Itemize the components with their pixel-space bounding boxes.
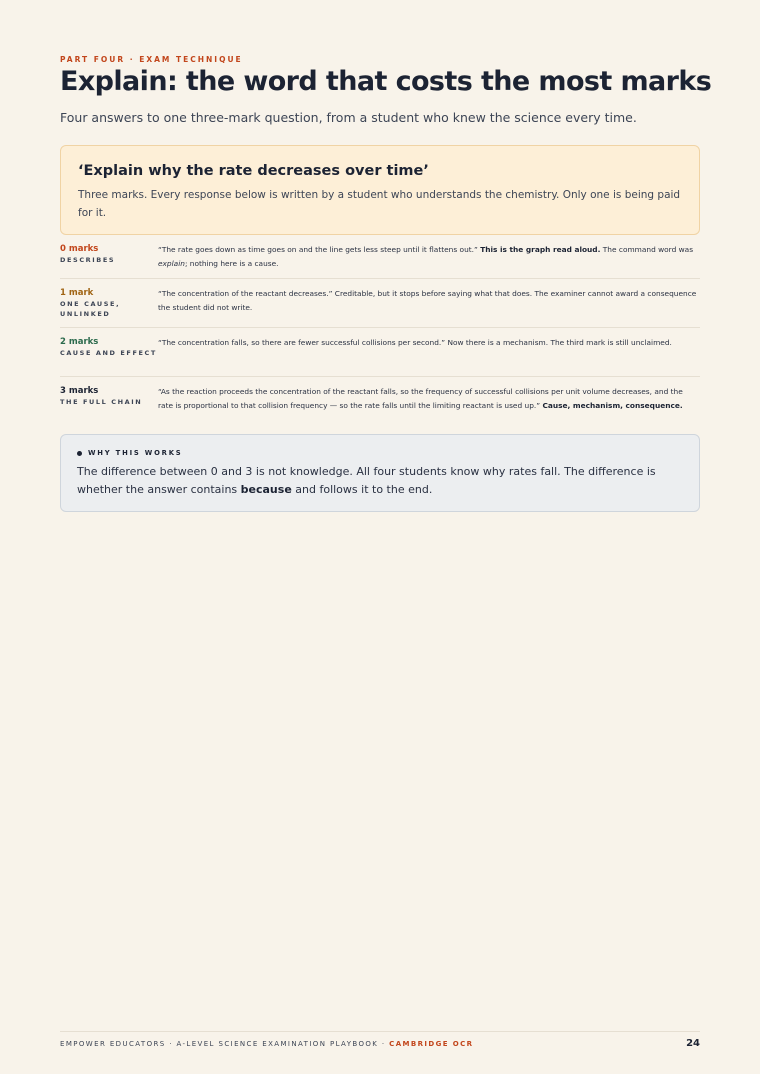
answer-text: “The concentration falls, so there are fewer successful collisions per second.” Now there is a mechanism. The third mark is still unclaimed. bbox=[158, 338, 672, 347]
answer-label bbox=[60, 385, 158, 433]
mark-value: 0 marks bbox=[60, 244, 99, 254]
answer-label bbox=[60, 243, 158, 278]
bullet-dot-icon bbox=[77, 451, 82, 456]
answer-text bbox=[158, 385, 700, 433]
mark-tag: THE FULL CHAIN bbox=[60, 398, 143, 406]
answer-row-0-marks bbox=[60, 235, 700, 279]
answer-quote: “As the reaction proceeds the concentration of the reactant falls, so the frequency of successful collisions per unit volume decreases, and the rate is proportional to that collision frequency — so the rate falls until the limiting reactant is used up.” bbox=[158, 387, 683, 410]
answer-comment-italic: explain bbox=[158, 259, 185, 268]
answer-label bbox=[60, 287, 158, 327]
answer-row-3-marks bbox=[60, 377, 700, 433]
answer-emphasis: This is the graph read aloud. bbox=[480, 245, 601, 254]
answer-comment-end: ; nothing here is a cause. bbox=[184, 259, 279, 268]
footer-publication: EMPOWER EDUCATORS · A-LEVEL SCIENCE EXAMINATION PLAYBOOK · bbox=[60, 1040, 390, 1048]
why-text-end: and follows it to the end. bbox=[291, 483, 433, 496]
answer-list bbox=[60, 235, 700, 433]
why-text bbox=[77, 463, 683, 499]
page-subtitle: Four answers to one three-mark question, from a student who knew the science every time. bbox=[60, 110, 637, 125]
answer-quote: “The rate goes down as time goes on and the line gets less steep until it flattens out.” bbox=[158, 245, 478, 254]
mark-tag: DESCRIBES bbox=[60, 256, 116, 264]
footer-text bbox=[60, 1040, 473, 1048]
page-number: 24 bbox=[686, 1038, 700, 1049]
answer-text: “The concentration of the reactant decreases.” Creditable, but it stops before saying what that does. The examiner cannot award a consequence the student did not write. bbox=[158, 289, 697, 312]
question-text: Three marks. Every response below is written by a student who understands the chemistry. Only one is being paid for it. bbox=[78, 189, 681, 219]
answer-comment: The command word was bbox=[602, 245, 694, 254]
footer-board: CAMBRIDGE OCR bbox=[389, 1040, 474, 1048]
page-footer bbox=[60, 1031, 700, 1049]
why-label-text: WHY THIS WORKS bbox=[88, 449, 183, 457]
answer-label bbox=[60, 336, 158, 376]
page-title: Explain: the word that costs the most marks bbox=[60, 66, 712, 97]
answer-row-2-marks bbox=[60, 328, 700, 377]
mark-value: 2 marks bbox=[60, 337, 99, 347]
mark-tag: ONE CAUSE, UNLINKED bbox=[60, 300, 121, 318]
page bbox=[60, 0, 712, 1074]
answer-text bbox=[158, 243, 700, 278]
answer-emphasis: Cause, mechanism, consequence. bbox=[542, 401, 683, 410]
question-title: ‘Explain why the rate decreases over time’ bbox=[78, 163, 429, 179]
mark-value: 3 marks bbox=[60, 386, 99, 396]
mark-tag: CAUSE AND EFFECT bbox=[60, 349, 157, 357]
answer-row-1-mark bbox=[60, 279, 700, 328]
section-eyebrow: PART FOUR · EXAM TECHNIQUE bbox=[60, 55, 243, 64]
why-text-bold: because bbox=[240, 483, 292, 496]
why-text-start: The difference between 0 and 3 is not knowledge. All four students know why rates fall. The difference is whether the answer contains bbox=[77, 465, 656, 496]
question-callout bbox=[60, 145, 700, 235]
why-label bbox=[77, 449, 683, 457]
why-this-works-callout bbox=[60, 434, 700, 512]
mark-value: 1 mark bbox=[60, 288, 94, 298]
